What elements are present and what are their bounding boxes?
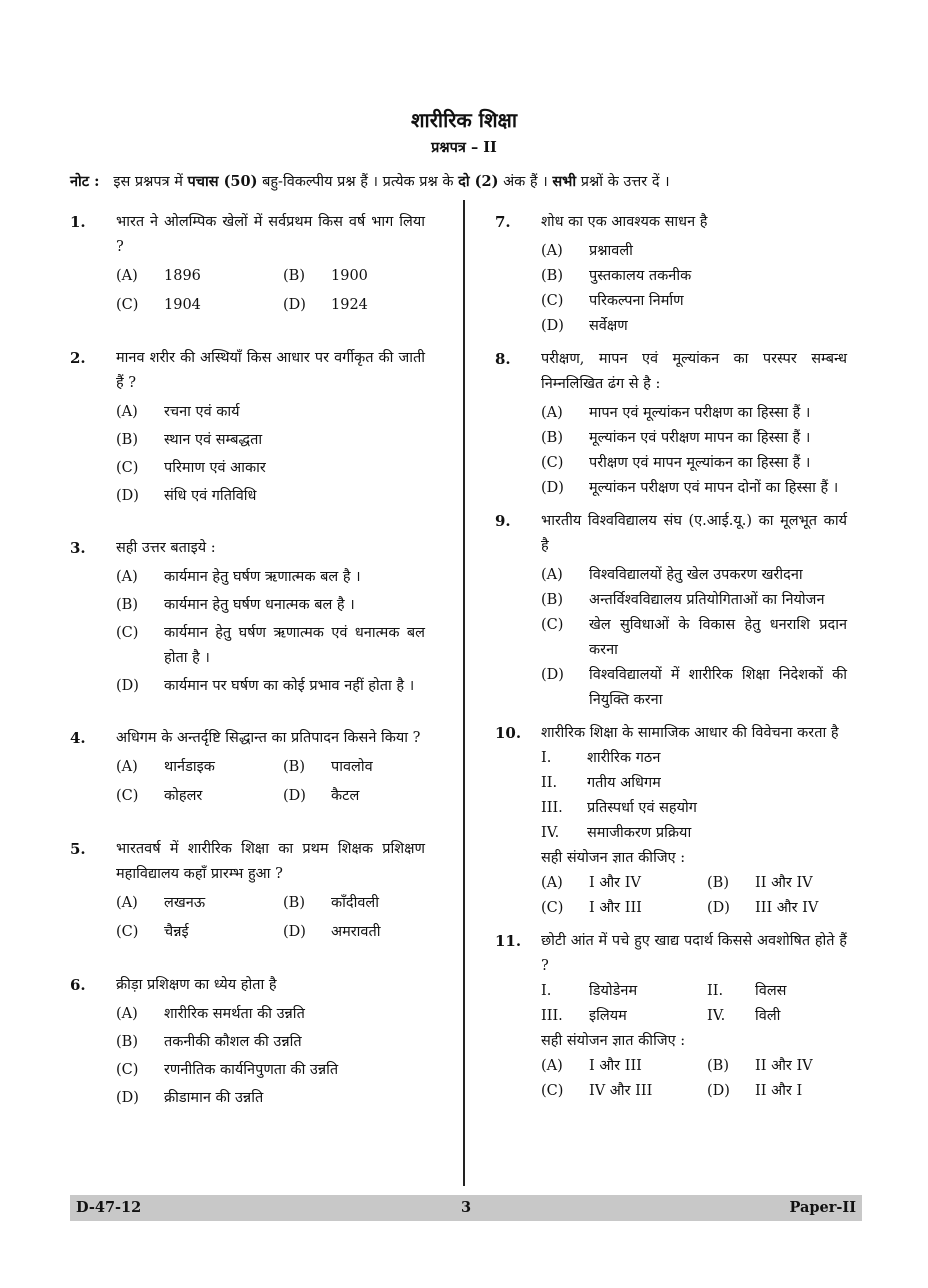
- note-text-1: इस प्रश्नपत्र में: [113, 174, 188, 190]
- option: [707, 1079, 847, 1104]
- option: [541, 239, 847, 264]
- option: [116, 621, 425, 671]
- option: [541, 588, 847, 613]
- option-label: (B): [283, 268, 305, 284]
- option: [116, 784, 283, 809]
- question-number: 9.: [495, 512, 511, 530]
- option: [116, 484, 425, 509]
- option-label: (B): [116, 1034, 138, 1050]
- option-label: (D): [283, 788, 306, 804]
- question-number: 6.: [70, 976, 86, 994]
- question-number: 4.: [70, 729, 86, 747]
- column-divider: [463, 200, 465, 1186]
- statement: [541, 746, 847, 771]
- option-label: (B): [707, 1058, 729, 1074]
- statement: [541, 979, 707, 1004]
- note-text-3: अंक हैं ।: [498, 174, 553, 190]
- option-text: कोहलर: [164, 788, 203, 804]
- option-text: खेल सुविधाओं के विकास हेतु धनराशि प्रदान करना: [589, 617, 847, 658]
- option-label: (A): [541, 405, 563, 421]
- option: [116, 1086, 425, 1111]
- option-text: सर्वेक्षण: [589, 318, 628, 334]
- option: [116, 755, 283, 780]
- statement-label: I.: [541, 983, 552, 999]
- option: [541, 426, 847, 451]
- option-text: II और IV: [755, 1058, 813, 1074]
- option-label: (C): [541, 617, 564, 633]
- option: [283, 293, 425, 318]
- option-list: [116, 400, 425, 509]
- question-number: 8.: [495, 350, 511, 368]
- statement-text: डियोडेनम: [589, 983, 638, 999]
- question-text: क्रीड़ा प्रशिक्षण का ध्येय होता है: [116, 977, 277, 993]
- option-list: [116, 1002, 425, 1111]
- option-text: चैन्नई: [164, 924, 189, 940]
- option-label: (C): [116, 1062, 139, 1078]
- option: [541, 1079, 707, 1104]
- option: [116, 293, 283, 318]
- question-text: शारीरिक शिक्षा के सामाजिक आधार की विवेचना करता है: [541, 725, 839, 741]
- statement-text: शारीरिक गठन: [587, 750, 661, 766]
- option-text: विश्वविद्यालयों हेतु खेल उपकरण खरीदना: [589, 567, 803, 583]
- option-label: (D): [283, 924, 306, 940]
- option-text: IV और III: [589, 1083, 653, 1099]
- option: [541, 476, 847, 501]
- option-label: (D): [541, 480, 564, 496]
- option-label: (B): [283, 759, 305, 775]
- question-text: भारत ने ओलम्पिक खेलों में सर्वप्रथम किस वर्ष भाग लिया ?: [116, 214, 425, 255]
- option-label: (A): [116, 268, 138, 284]
- note-text-2: बहु-विकल्पीय प्रश्न हैं । प्रत्येक प्रश्न के: [257, 174, 459, 190]
- instructions-note: [70, 171, 860, 191]
- question: [70, 536, 425, 702]
- page-title: शारीरिक शिक्षा: [410, 108, 518, 132]
- option: [541, 401, 847, 426]
- option-text: मूल्यांकन एवं परीक्षण मापन का हिस्सा हैं ।: [589, 430, 811, 446]
- paper-code: D-47-12: [76, 1199, 142, 1216]
- option-text: लखनऊ: [164, 895, 206, 911]
- option-list: [116, 755, 425, 813]
- option-list: [541, 239, 847, 339]
- option-label: (A): [116, 404, 138, 420]
- option-label: (C): [541, 455, 564, 471]
- question: [495, 929, 847, 1104]
- question-number: 5.: [70, 840, 86, 858]
- option-text: परिकल्पना निर्माण: [589, 293, 684, 309]
- option-label: (A): [116, 569, 138, 585]
- option-text: I और III: [589, 900, 642, 916]
- statement-label: III.: [541, 800, 563, 816]
- option-text: कार्यमान हेतु घर्षण ऋणात्मक बल है ।: [164, 569, 361, 585]
- question: [70, 973, 425, 1114]
- option-text: I और III: [589, 1058, 642, 1074]
- option-text: अन्तर्विश्वविद्यालय प्रतियोगिताओं का नियोजन: [589, 592, 825, 608]
- question-number: 10.: [495, 724, 522, 742]
- option-label: (D): [116, 1090, 139, 1106]
- note-bold-2: दो (2): [458, 173, 499, 190]
- option: [116, 1002, 425, 1027]
- option-label: (D): [116, 488, 139, 504]
- option: [116, 674, 425, 699]
- question-number: 3.: [70, 539, 86, 557]
- option-text: संधि एवं गतिविधि: [164, 488, 257, 504]
- statement: [541, 796, 847, 821]
- option: [116, 1030, 425, 1055]
- option-label: (B): [116, 597, 138, 613]
- option: [541, 289, 847, 314]
- option-label: (A): [116, 1006, 138, 1022]
- option-list: [541, 563, 847, 713]
- question-text: शोध का एक आवश्यक साधन है: [541, 214, 708, 230]
- option-text: कैटल: [331, 788, 360, 804]
- option-text: II और I: [755, 1083, 803, 1099]
- question-number: 2.: [70, 349, 86, 367]
- option: [283, 784, 425, 809]
- statement: [707, 979, 847, 1004]
- option-text: III और IV: [755, 900, 819, 916]
- option: [116, 264, 283, 289]
- option: [283, 920, 425, 945]
- question-text: छोटी आंत में पचे हुए खाद्य पदार्थ किससे अवशोषित होते हैं ?: [541, 933, 847, 974]
- option: [116, 920, 283, 945]
- instruction-text: सही संयोजन ज्ञात कीजिए :: [541, 1033, 686, 1049]
- option: [116, 400, 425, 425]
- note-text-4: प्रश्नों के उत्तर दें ।: [576, 174, 670, 190]
- option-text: 1896: [164, 268, 201, 284]
- option-label: (B): [541, 592, 563, 608]
- option-label: (D): [541, 667, 564, 683]
- question-text: सही उत्तर बताइये :: [116, 540, 216, 556]
- option-list: [116, 565, 425, 699]
- option: [283, 264, 425, 289]
- option: [283, 891, 425, 916]
- option: [541, 264, 847, 289]
- option-text: रणनीतिक कार्यनिपुणता की उन्नति: [164, 1062, 339, 1078]
- statement-list: [541, 746, 847, 846]
- option-text: शारीरिक समर्थता की उन्नति: [164, 1006, 305, 1022]
- statement-label: I.: [541, 750, 552, 766]
- option-list: [116, 264, 425, 322]
- option-text: थार्नडाइक: [164, 759, 215, 775]
- option-text: I और IV: [589, 875, 641, 891]
- option: [116, 593, 425, 618]
- option-label: (A): [541, 875, 563, 891]
- option-label: (A): [541, 1058, 563, 1074]
- statement-text: इलियम: [589, 1008, 627, 1024]
- statement-text: गतीय अधिगम: [587, 775, 661, 791]
- option-text: स्थान एवं सम्बद्धता: [164, 432, 263, 448]
- option-text: 1924: [331, 297, 368, 313]
- statement: [541, 821, 847, 846]
- option: [116, 1058, 425, 1083]
- question: [495, 347, 847, 501]
- statement: [707, 1004, 847, 1029]
- page-subtitle: प्रश्नपत्र – II: [431, 139, 497, 156]
- option-text: तकनीकी कौशल की उन्नति: [164, 1034, 302, 1050]
- option-label: (A): [541, 567, 563, 583]
- option-label: (D): [283, 297, 306, 313]
- option: [116, 428, 425, 453]
- question: [495, 509, 847, 713]
- option-label: (B): [283, 895, 305, 911]
- statement: [541, 1004, 707, 1029]
- option-label: (D): [707, 1083, 730, 1099]
- option-label: (C): [116, 460, 139, 476]
- statement-label: IV.: [541, 825, 560, 841]
- question: [70, 726, 425, 813]
- statement-label: IV.: [707, 1008, 726, 1024]
- option: [116, 565, 425, 590]
- option-label: (B): [116, 432, 138, 448]
- question: [70, 346, 425, 512]
- question: [495, 721, 847, 921]
- option-text: पुस्तकालय तकनीक: [589, 268, 692, 284]
- option: [707, 871, 847, 896]
- question-text: मानव शरीर की अस्थियाँ किस आधार पर वर्गीकृत की जाती हैं ?: [116, 350, 425, 391]
- option-text: कार्यमान हेतु घर्षण ऋणात्मक एवं धनात्मक बल होता है ।: [164, 625, 425, 666]
- statement-text: विली: [755, 1008, 781, 1024]
- statement-label: II.: [541, 775, 558, 791]
- option: [541, 451, 847, 476]
- question-text: अधिगम के अन्तर्दृष्टि सिद्धान्त का प्रतिपादन किसने किया ?: [116, 730, 421, 746]
- paper-label: Paper-II: [789, 1199, 856, 1216]
- option: [541, 314, 847, 339]
- option-text: काँदीवली: [331, 895, 379, 911]
- option: [707, 1054, 847, 1079]
- option-label: (C): [541, 293, 564, 309]
- option-text: परीक्षण एवं मापन मूल्यांकन का हिस्सा हैं ।: [589, 455, 811, 471]
- option-text: मूल्यांकन परीक्षण एवं मापन दोनों का हिस्सा हैं ।: [589, 480, 839, 496]
- option: [541, 871, 707, 896]
- question: [70, 837, 425, 949]
- option-text: II और IV: [755, 875, 813, 891]
- statement-text: प्रतिस्पर्धा एवं सहयोग: [587, 800, 697, 816]
- option-text: विश्वविद्यालयों में शारीरिक शिक्षा निदेशकों की नियुक्ति करना: [589, 667, 847, 708]
- option: [541, 613, 847, 663]
- option: [116, 891, 283, 916]
- option-text: रचना एवं कार्य: [164, 404, 240, 420]
- note-bold-3: सभी: [552, 173, 577, 190]
- statement-text: विलस: [755, 983, 787, 999]
- question: [495, 210, 847, 339]
- left-column: [70, 210, 425, 1138]
- option-text: क्रीडामान की उन्नति: [164, 1090, 264, 1106]
- question-number: 1.: [70, 213, 86, 231]
- option-text: अमरावती: [331, 924, 381, 940]
- note-label: नोट :: [70, 173, 100, 190]
- right-column: [495, 210, 847, 1112]
- option-label: (C): [116, 788, 139, 804]
- question-number: 11.: [495, 932, 522, 950]
- statement-label: III.: [541, 1008, 563, 1024]
- option: [541, 663, 847, 713]
- question: [70, 210, 425, 322]
- option-text: पावलोव: [331, 759, 373, 775]
- statement-label: II.: [707, 983, 724, 999]
- option-label: (A): [116, 759, 138, 775]
- option-label: (C): [116, 625, 139, 641]
- option-label: (D): [541, 318, 564, 334]
- option-text: 1900: [331, 268, 368, 284]
- option-label: (C): [541, 1083, 564, 1099]
- option-label: (C): [116, 924, 139, 940]
- option-label: (B): [541, 430, 563, 446]
- page-footer: [70, 1195, 862, 1221]
- option-list: [116, 891, 425, 949]
- option-list: [541, 871, 847, 921]
- option: [283, 755, 425, 780]
- option-text: परिमाण एवं आकार: [164, 460, 266, 476]
- statement: [541, 771, 847, 796]
- option: [541, 563, 847, 588]
- option-text: कार्यमान हेतु घर्षण धनात्मक बल है ।: [164, 597, 355, 613]
- option-label: (B): [707, 875, 729, 891]
- option-text: प्रश्नावली: [589, 243, 633, 259]
- option-text: मापन एवं मूल्यांकन परीक्षण का हिस्सा हैं ।: [589, 405, 811, 421]
- option-text: 1904: [164, 297, 201, 313]
- option: [116, 456, 425, 481]
- option-label: (D): [707, 900, 730, 916]
- statement-list: [541, 979, 847, 1029]
- question-text: भारतवर्ष में शारीरिक शिक्षा का प्रथम शिक्षक प्रशिक्षण महाविद्यालय कहाँ प्रारम्भ हुआ ?: [116, 841, 425, 882]
- option-list: [541, 401, 847, 501]
- instruction-text: सही संयोजन ज्ञात कीजिए :: [541, 850, 686, 866]
- option: [541, 896, 707, 921]
- option: [541, 1054, 707, 1079]
- page-number: 3: [460, 1199, 472, 1216]
- statement-text: समाजीकरण प्रक्रिया: [587, 825, 692, 841]
- option: [707, 896, 847, 921]
- option-label: (C): [541, 900, 564, 916]
- option-list: [541, 1054, 847, 1104]
- note-bold-1: पचास (50): [187, 173, 258, 190]
- option-label: (A): [541, 243, 563, 259]
- option-label: (B): [541, 268, 563, 284]
- option-label: (A): [116, 895, 138, 911]
- question-number: 7.: [495, 213, 511, 231]
- question-text: भारतीय विश्वविद्यालय संघ (ए.आई.यू.) का मूलभूत कार्य है: [541, 513, 847, 554]
- option-label: (D): [116, 678, 139, 694]
- option-label: (C): [116, 297, 139, 313]
- question-text: परीक्षण, मापन एवं मूल्यांकन का परस्पर सम्बन्ध निम्नलिखित ढंग से है :: [541, 351, 847, 392]
- option-text: कार्यमान पर घर्षण का कोई प्रभाव नहीं होता है ।: [164, 678, 415, 694]
